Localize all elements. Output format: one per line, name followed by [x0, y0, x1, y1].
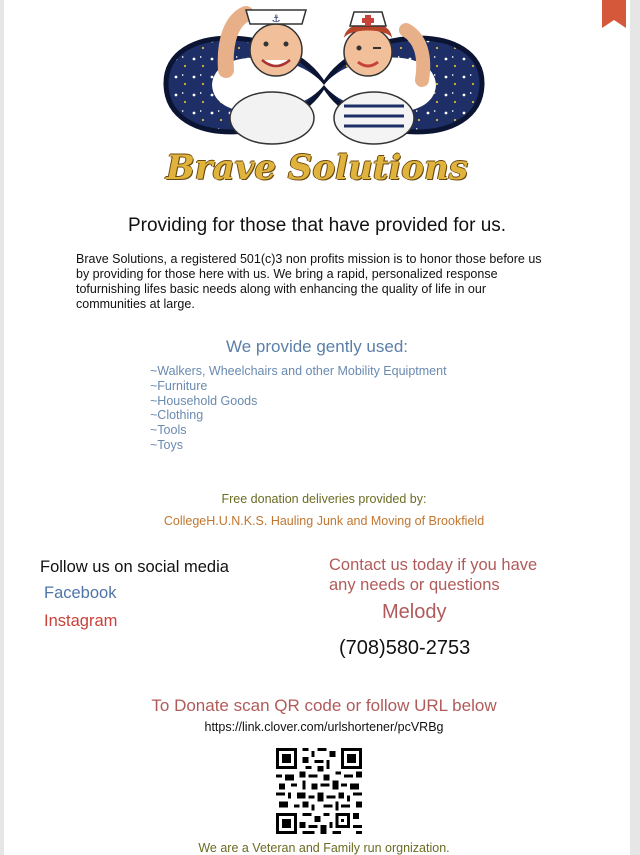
qr-code[interactable] [276, 748, 362, 834]
list-item: ~Furniture [150, 378, 208, 393]
provided-items-list [150, 364, 447, 453]
list-item: ~Clothing [150, 408, 204, 423]
list-item: ~Walkers, Wheelchairs and other Mobility Equiptment [150, 364, 447, 378]
social-heading: Follow us on social media [40, 558, 229, 576]
list-item: ~Household Goods [150, 393, 258, 408]
provide-heading: We provide gently used: [225, 337, 409, 356]
donate-url-link[interactable]: https://link.clover.com/urlshortener/pcVRBg [204, 720, 444, 734]
bookmark-icon[interactable] [602, 0, 626, 28]
mission-statement: Brave Solutions, a registered 501(c)3 non profits mission is to honor those before us by providing for those here with us. We bring a rapid, personalized response tofurnishing lifes basic needs along with enhancing the quality of life in our communities at large. [76, 252, 542, 311]
brand-name: Brave Solutions [166, 148, 468, 188]
delivery-label: Free donation deliveries provided by: [221, 492, 427, 506]
contact-line-1: Contact us today if you have [329, 556, 538, 574]
instagram-link[interactable]: Instagram [44, 612, 118, 630]
list-item: ~Tools [150, 423, 187, 438]
contact-prompt [329, 555, 537, 595]
contact-name: Melody [382, 601, 447, 623]
flyer-page [4, 0, 630, 855]
delivery-company: CollegeH.U.N.K.S. Hauling Junk and Moving of Brookfield [163, 514, 485, 528]
contact-phone[interactable]: (708)580-2753 [339, 637, 471, 659]
footer-note: We are a Veteran and Family run orgnization. [198, 841, 450, 855]
list-item: ~Toys [150, 437, 184, 452]
facebook-link[interactable]: Facebook [44, 584, 117, 602]
contact-line-2: any needs or questions [329, 576, 500, 594]
tagline: Providing for those that have provided for us. [127, 215, 507, 236]
donate-heading: To Donate scan QR code or follow URL below [151, 696, 497, 715]
svg-text:⚓: ⚓ [271, 14, 281, 25]
